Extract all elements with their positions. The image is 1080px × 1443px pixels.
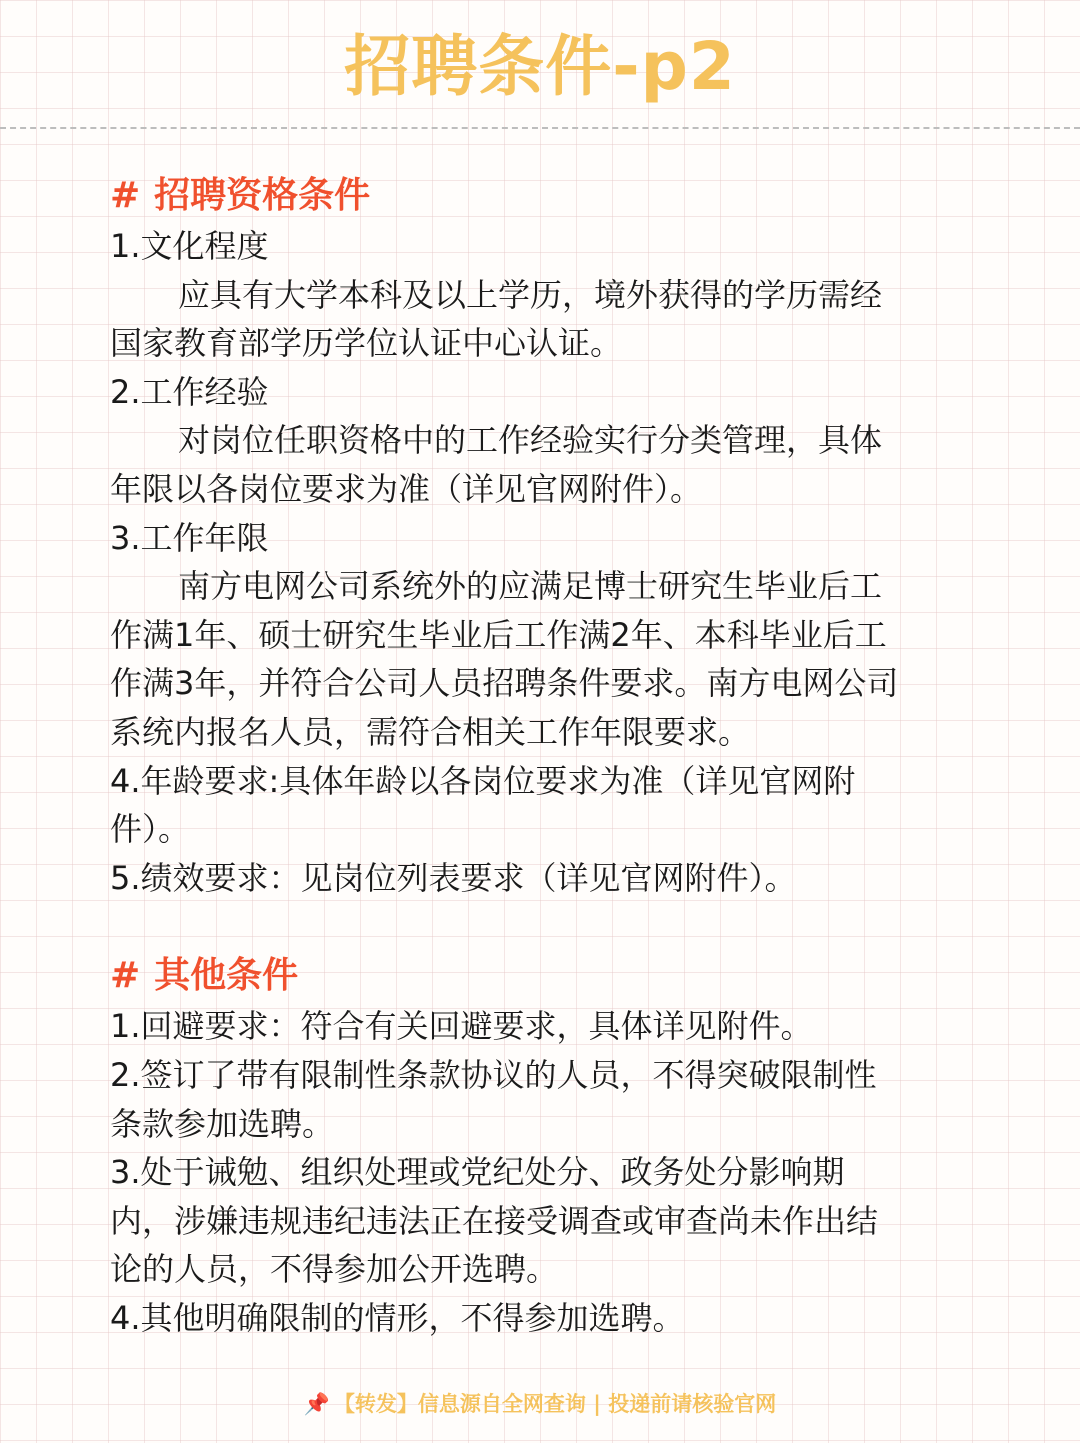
hash-marker: # bbox=[110, 175, 141, 216]
paragraph-line: 南方电网公司系统外的应满足博士研究生毕业后工 bbox=[178, 567, 883, 606]
hash-marker: # bbox=[110, 955, 141, 997]
section-spacer bbox=[110, 902, 970, 950]
item-performance-requirement: 5.绩效要求：见岗位列表要求（详见官网附件）。 bbox=[110, 858, 797, 897]
item-age-requirement: 4.年龄要求:具体年龄以各岗位要求为准（详见官网附 bbox=[110, 761, 856, 800]
paragraph-line: 作满1年、硕士研究生毕业后工作满2年、本科毕业后工 bbox=[110, 615, 887, 654]
title-divider bbox=[0, 127, 1080, 129]
item-title-work-years: 3.工作年限 bbox=[110, 518, 269, 557]
paragraph-line: 作满3年，并符合公司人员招聘条件要求。南方电网公司 bbox=[110, 664, 899, 703]
item-title-experience: 2.工作经验 bbox=[110, 372, 269, 411]
paragraph-line: 条款参加选聘。 bbox=[110, 1104, 335, 1143]
section-heading-text: 招聘资格条件 bbox=[154, 175, 371, 216]
page-title: 招聘条件-p2 bbox=[344, 28, 736, 105]
section-heading-other bbox=[110, 950, 970, 1002]
paragraph-line: 应具有大学本科及以上学历，境外获得的学历需经 bbox=[178, 275, 883, 314]
item-restrictive-agreement: 2.签订了带有限制性条款协议的人员，不得突破限制性 bbox=[110, 1055, 877, 1094]
item-other-restrictions: 4.其他明确限制的情形，不得参加选聘。 bbox=[110, 1298, 685, 1337]
main-content bbox=[110, 170, 970, 1342]
section-heading-text: 其他条件 bbox=[154, 955, 299, 997]
section-heading-qualifications bbox=[110, 170, 970, 222]
pushpin-icon: 📌 bbox=[303, 1392, 330, 1416]
paragraph-line: 国家教育部学历学位认证中心认证。 bbox=[110, 324, 623, 363]
paragraph-line: 件）。 bbox=[110, 810, 191, 849]
footer-note bbox=[0, 1384, 1080, 1424]
paragraph-line: 论的人员，不得参加公开选聘。 bbox=[110, 1250, 559, 1289]
item-avoidance: 1.回避要求：符合有关回避要求，具体详见附件。 bbox=[110, 1007, 813, 1046]
item-title-education: 1.文化程度 bbox=[110, 227, 269, 265]
paragraph-line: 内，涉嫌违规违纪违法正在接受调查或审查尚未作出结 bbox=[110, 1201, 879, 1240]
paragraph-line: 年限以各岗位要求为准（详见官网附件）。 bbox=[110, 469, 703, 508]
paragraph-line: 系统内报名人员，需符合相关工作年限要求。 bbox=[110, 712, 751, 751]
footer-text: 【转发】信息源自全网查询 | 投递前请核验官网 bbox=[333, 1392, 777, 1416]
paragraph-line: 对岗位任职资格中的工作经验实行分类管理，具体 bbox=[178, 421, 883, 460]
item-disciplinary: 3.处于诫勉、组织处理或党纪处分、政务处分影响期 bbox=[110, 1153, 845, 1192]
